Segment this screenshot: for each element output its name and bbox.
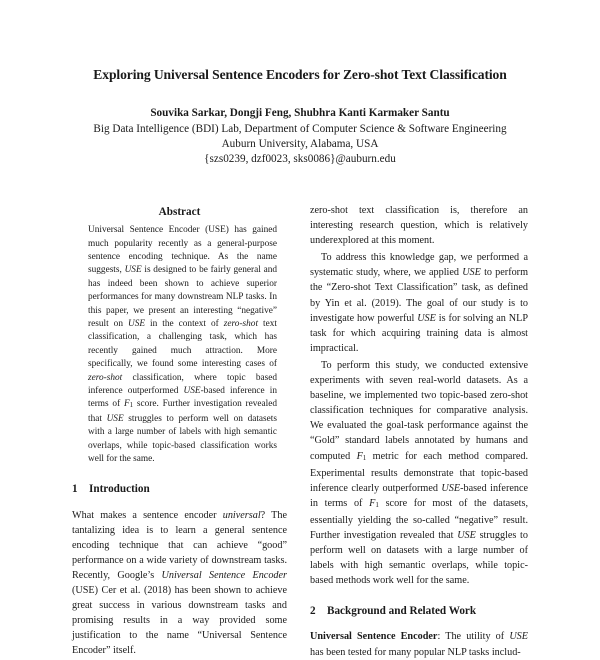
- left-column: [72, 205, 287, 658]
- introduction-text: What makes a sentence encoder universal? The tantalizing idea is to learn a general sentence encoding technique that can achieve “good” performance on a wide variety of downstream tasks. Recently, Google’s Universal Sentence Encoder (USE) Cer et al. (2018) has been shown to achieve great success in various downstream tasks and promising results in a way provided some justification to the name “Universal Sentence Encoder” itself.: [72, 509, 287, 657]
- abstract-text: Universal Sentence Encoder (USE) has gained much popularity recently as a general-purpose sentence encoding technique. As the name suggests, USE is designed to be fairly general and has indeed been shown to achieve superior performances for many downstream NLP tasks. In this paper, we present an interesting “negative” result on USE in the context of zero-shot text classification, a challenging task, which has recently gained much attraction. More specifically, we found some interesting cases of zero-shot classification, where topic based inference outperformed USE-based inference in terms of F1 score. Further investigation revealed that USE struggles to perform well on datasets with a large number of labels with high semantic overlaps, while topic-based classification works well for the same.: [88, 225, 278, 464]
- author-list: Souvika Sarkar, Dongji Feng, Shubhra Kanti Karmaker Santu: [150, 107, 450, 119]
- paragraph-knowledge-gap: To address this knowledge gap, we performed a systematic study, where, we applied USE to perform the “Zero-shot Text Classification” task, as defined by Yin et al. (2019). The goal of our study is to investigate how powerful USE is for solving an NLP task for which acquiring training data is almost impractical.: [310, 252, 528, 354]
- background-text: Universal Sentence Encoder: The utility of USE has been tested for many popular NLP tasks includ-: [310, 631, 528, 658]
- paper-title: Exploring Universal Sentence Encoders for Zero-shot Text Classification: [93, 67, 507, 82]
- section-heading-introduction: 1 Introduction: [72, 483, 150, 496]
- right-column: [310, 203, 528, 660]
- author-emails: {szs0239, dzf0023, sks0086}@auburn.edu: [204, 153, 396, 165]
- section-heading-background: 2 Background and Related Work: [310, 605, 477, 618]
- affiliation: Big Data Intelligence (BDI) Lab, Department of Computer Science & Software Engineering: [93, 123, 507, 135]
- abstract-heading: Abstract: [158, 206, 201, 218]
- paragraph-study: To perform this study, we conducted extensive experiments with seven real-world datasets. As a baseline, we implemented two topic-based zero-shot classification techniques for comparative analysis. We evaluated the goal-task performance against the “Gold” standard labels annotated by humans and computed F1 metric for each method compared. Experimental results demonstrate that topic-based inference clearly outperformed USE-based inference in terms of F1 score for most of the datasets, essentially yielding the so-called “negative” result. Further investigation revealed that USE struggles to perform well on datasets with a large number of labels with high semantic overlaps, while topic-based methods work well for the same.: [310, 359, 529, 587]
- affiliation-location: Auburn University, Alabama, USA: [221, 138, 379, 150]
- paragraph-continuation: zero-shot text classification is, therefore an interesting research question, which is relatively underexplored at this moment.: [310, 205, 528, 247]
